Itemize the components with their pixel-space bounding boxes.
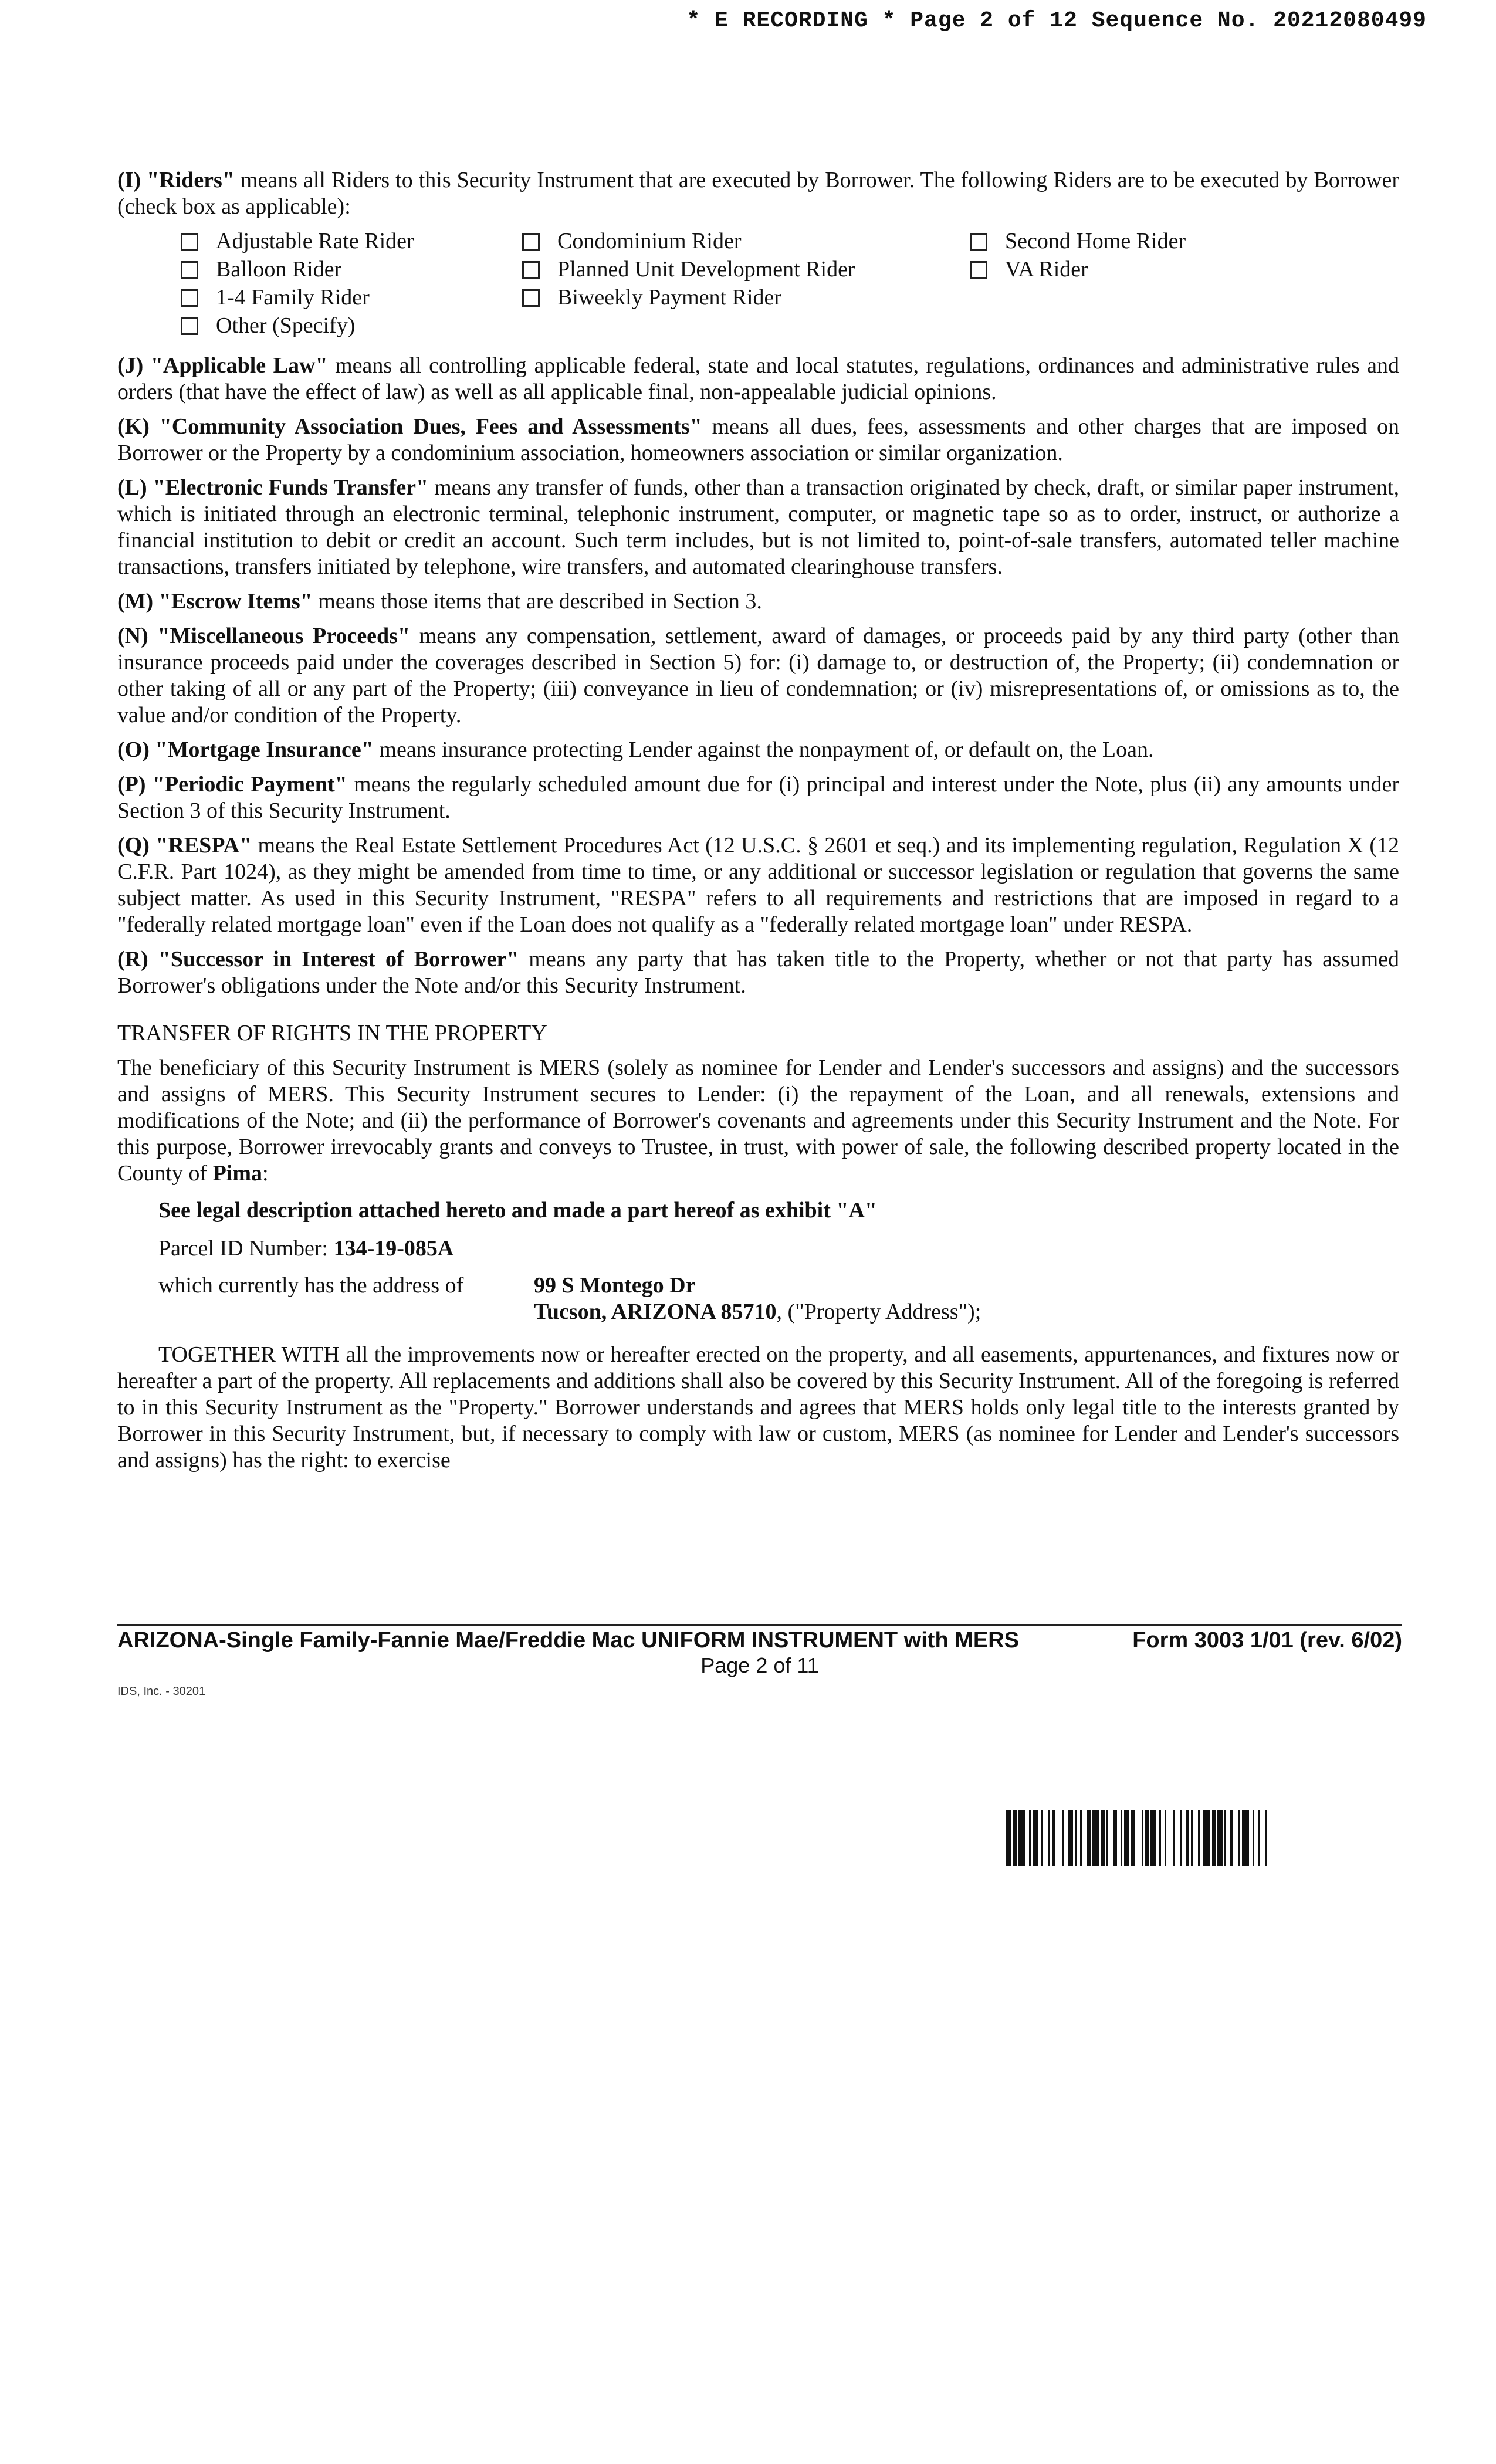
barcode-bar [1175, 1810, 1180, 1866]
checkbox[interactable] [181, 317, 198, 335]
barcode-bar [1055, 1810, 1062, 1866]
barcode-bar [1006, 1810, 1011, 1866]
rider-label: Adjustable Rate Rider [216, 229, 414, 253]
barcode-bar [1033, 1810, 1038, 1866]
definition-paragraph [117, 946, 1399, 999]
definition-term: (K) "Community Association Dues, Fees and Assessments" [117, 414, 702, 439]
address-street: 99 S Montego Dr [534, 1273, 696, 1298]
definition-text: means all controlling applicable federal, state and local statutes, regulations, ordinances and administrative rules and orders (that have the effect of law) as well as all applicable final, non-appealable judicial opinions. [117, 353, 1399, 404]
rider-option[interactable] [181, 285, 370, 311]
address-suffix: , ("Property Address"); [776, 1299, 981, 1324]
barcode-bar [1082, 1810, 1087, 1866]
definition-term: (J) "Applicable Law" [117, 353, 328, 378]
rider-label: Biweekly Payment Rider [557, 285, 782, 310]
barcode-bar [1217, 1810, 1223, 1866]
barcode-bar [1124, 1810, 1129, 1866]
county-name: Pima [212, 1161, 262, 1186]
rider-option[interactable] [181, 228, 414, 255]
together-paragraph: TOGETHER WITH all the improvements now or hereafter erected on the property, and all easements, appurtenances, and fixtures now or hereafter a part of the property. All replacements and additions shall also be covered by this Security Instrument. All of the foregoing is referred to in this Security Instrument as the "Property." Borrower understands and agrees that MERS holds only legal title to the interests granted by Borrower in this Security Instrument, but, if necessary to comply with law or custom, MERS (as nominee for Lender and Lender's successors and assigns) has the right: to exercise [117, 1342, 1399, 1473]
definition-text: means those items that are described in Section 3. [312, 589, 762, 614]
barcode-bar [1092, 1810, 1099, 1866]
form-footer [117, 1624, 1402, 1698]
barcode-bar [1260, 1810, 1265, 1866]
checkbox[interactable] [181, 261, 198, 279]
address-city-state-zip: Tucson, ARIZONA 85710 [534, 1299, 777, 1324]
rider-option[interactable] [522, 285, 781, 311]
rider-label: Condominium Rider [557, 229, 742, 253]
transfer-paragraph [117, 1055, 1399, 1187]
definition-paragraph [117, 353, 1399, 405]
barcode-bar [1166, 1810, 1173, 1866]
rider-option[interactable] [181, 256, 341, 283]
rider-label: Planned Unit Development Rider [557, 257, 855, 282]
checkbox[interactable] [522, 233, 540, 251]
parcel-id [158, 1236, 1399, 1262]
barcode-bar [1135, 1810, 1142, 1866]
rider-option[interactable] [970, 228, 1186, 255]
checkbox[interactable] [970, 233, 987, 251]
definition-text: means any party that has taken title to the Property, whether or not that party has assumed Borrower's obligations under the Note and/or this Security Instrument. [117, 947, 1399, 998]
definition-paragraph [117, 832, 1399, 938]
definition-term: (Q) "RESPA" [117, 833, 252, 858]
form-code: IDS, Inc. - 30201 [117, 1685, 206, 1698]
barcode-bar [1150, 1810, 1156, 1866]
definition-text: means all dues, fees, assessments and other charges that are imposed on Borrower or the Property by a condominium association, homeowners association or similar organization. [117, 414, 1399, 465]
property-address [158, 1272, 1399, 1325]
barcode-bar [1043, 1810, 1048, 1866]
riders-checklist [181, 228, 1399, 340]
definition-paragraph [117, 771, 1399, 824]
rider-option[interactable] [522, 256, 855, 283]
recording-header: * E RECORDING * Page 2 of 12 Sequence No. 20212080499 [686, 8, 1427, 33]
transfer-text: The beneficiary of this Security Instrument is MERS (solely as nominee for Lender and Lender's successors and assigns) and the successors and assigns of MERS. This Security Instrument secures to Lender: (i) the repayment of the Loan, and all renewals, extensions and modifications of the Note; and (ii) the performance of Borrower's covenants and agreements under this Security Instrument and the Note. For this purpose, Borrower irrevocably grants and conveys to Trustee, in trust, with power of sale, the following described property located in the County of [117, 1055, 1399, 1186]
definition-text: means any transfer of funds, other than a transaction originated by check, draft, or similar paper instrument, which is initiated through an electronic terminal, telephonic instrument, computer, or magnetic tape so as to order, instruct, or authorize a financial institution to debit or credit an account. Such term includes, but is not limited to, point-of-sale transfers, automated teller machine transactions, transfers initiated by telephone, wire transfers, and automated clearinghouse transfers. [117, 475, 1399, 579]
definition-text: means all Riders to this Security Instrument that are executed by Borrower. The following Riders are to be executed by Borrower (check box as applicable): [117, 168, 1399, 219]
definition-term: (L) "Electronic Funds Transfer" [117, 475, 429, 500]
rider-option[interactable] [181, 313, 355, 339]
definition-term: (M) "Escrow Items" [117, 589, 313, 614]
checkbox[interactable] [970, 261, 987, 279]
definition-text: means insurance protecting Lender against the nonpayment of, or default on, the Loan. [373, 737, 1154, 762]
barcode-bar [1018, 1810, 1025, 1866]
definition-term: (N) "Miscellaneous Proceeds" [117, 624, 411, 648]
checkbox[interactable] [181, 233, 198, 251]
section-heading: TRANSFER OF RIGHTS IN THE PROPERTY [117, 1021, 547, 1045]
punctuation: : [262, 1161, 269, 1186]
definition-text: means the Real Estate Settlement Procedures Act (12 U.S.C. § 2601 et seq.) and its implementing regulation, Regulation X (12 C.F.R. Part 1024), as they might be amended from time to time, or any additional or successor legislation or regulation that governs the same subject matter. As used in this Security Instrument, "RESPA" refers to all requirements and restrictions that are imposed in regard to a "federally related mortgage loan" even if the Loan does not qualify as a "federally related mortgage loan" under RESPA. [117, 833, 1399, 937]
rider-option[interactable] [522, 228, 742, 255]
barcode-bar [1233, 1810, 1238, 1866]
page-number: Page 2 of 11 [700, 1653, 819, 1677]
definition-text: means the regularly scheduled amount due for (i) principal and interest under the Note, plus (ii) any amounts under Section 3 of this Security Instrument. [117, 772, 1399, 823]
barcode-bar [1203, 1810, 1210, 1866]
checkbox[interactable] [522, 261, 540, 279]
rider-label: Balloon Rider [216, 257, 342, 282]
footer-form-line [117, 1628, 1402, 1653]
barcode-bar [1108, 1810, 1113, 1866]
rider-label: Other (Specify) [216, 313, 356, 338]
parcel-label: Parcel ID Number: [158, 1236, 334, 1261]
rider-label: 1-4 Family Rider [216, 285, 370, 310]
document-body [117, 167, 1399, 1482]
form-number: Form 3003 1/01 (rev. 6/02) [1132, 1628, 1402, 1653]
definition-term: (I) "Riders" [117, 168, 235, 192]
barcode-image [1006, 1810, 1382, 1866]
parcel-number: 134-19-085A [333, 1236, 454, 1261]
address-label: which currently has the address of [158, 1273, 464, 1298]
legal-description: See legal description attached hereto and made a part hereof as exhibit "A" [158, 1198, 878, 1223]
definition-paragraph [117, 623, 1399, 729]
rider-label: VA Rider [1005, 257, 1088, 282]
checkbox[interactable] [522, 289, 540, 307]
footer-rule [117, 1624, 1402, 1626]
barcode-bar [1267, 1810, 1270, 1866]
address-value [534, 1272, 981, 1325]
definition-text: means any compensation, settlement, award of damages, or proceeds paid by any third party (other than insurance proceeds paid under the coverages described in Section 5) for: (i) damage to, or destruction of, the Property; (ii) condemnation or other taking of all or any part of the Property; (iii) conveyance in lieu of condemnation; or (iv) misrepresentations of, or omissions as to, the value and/or condition of the Property. [117, 624, 1399, 727]
form-title: ARIZONA-Single Family-Fannie Mae/Freddie Mac UNIFORM INSTRUMENT with MERS [117, 1628, 1019, 1653]
definition-paragraph [117, 414, 1399, 466]
definition-paragraph [117, 475, 1399, 580]
definition-paragraph [117, 588, 1399, 615]
definition-paragraph [117, 737, 1399, 763]
definition-term: (O) "Mortgage Insurance" [117, 737, 374, 762]
rider-label: Second Home Rider [1005, 229, 1186, 253]
definition-term: (R) "Successor in Interest of Borrower" [117, 947, 519, 972]
checkbox[interactable] [181, 289, 198, 307]
barcode-bar [1242, 1810, 1249, 1866]
rider-option[interactable] [970, 256, 1088, 283]
barcode-bar [1068, 1810, 1073, 1866]
barcode-bar [1193, 1810, 1198, 1866]
definition-term: (P) "Periodic Payment" [117, 772, 347, 797]
riders-definition [117, 167, 1399, 220]
